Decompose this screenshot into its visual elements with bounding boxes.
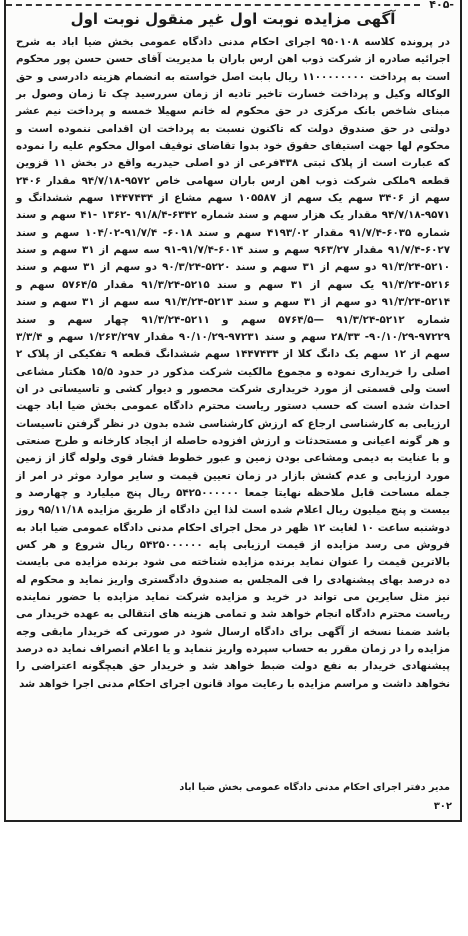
top-dashed-rule: [6, 4, 420, 6]
page-number-bottom: ۳۰۲: [433, 801, 452, 812]
newspaper-clipping: [4, 0, 462, 822]
notice-body: در پرونده کلاسه ۹۵۰۱۰۸ اجرای احکام مدنی دادگاه عمومی بخش ضیا اباد به شرح اجرائیه صادره از شرکت ذوب اهن ارس باران با مدیریت آقای حسن حسن پور محکوم است به پرداخت ۱۱۰۰۰۰۰۰۰۰ ریال بابت اصل خواسته به انضمام هزینه دادرسی و حق الوکاله وکیل و پرداخت خسارت تاخیر تادیه از زمان سررسید چک تا زمان وصول بر مبنای شاخص بانک مرکزی در حق محکوم له خانم سهیلا خمسه و پرداخت نیم عشر دولتی در حق صندوق دولت که تاکنون نسبت به پرداخت ان اقدامی ننموده است و محکوم لها جهت استیفای حقوق خود بدوا تقاضای توقیف اموال محکوم علیه را نموده که عبارت است از پلاک ثبتی ۴۳۸فرعی از دو اصلی حیدریه واقع در بخش ۱۱ قزوین قطعه ۹ملکی شرکت ذوب اهن ارس باران سهامی خاص ۹۵۷۲-۹۴/۷/۱۸ مقدار ۲۴۰۶ سهم از ۳۴۰۶ سهم یک سهم از ۱۰۵۵۸۷ سهم مشاع از ۱۴۴۷۴۳۴ سهم ششدانگ و ۹۵۷۱-۹۴/۷/۱۸ مقدار یک هزار سهم و سند شماره ۶۳۴۲-۹۱/۸/۴ -۱۳۶۲ -۴۱ سهم و سند شماره ۶۰۳۵-۹۱/۷/۴ مقدار ۴۱۹۳/۰۲ سهم و سند ۶۰۱۸- ۹۱/۷/۴-۱۰۴/۰۲ سهم و سند ۶۰۲۷-۹۱/۷/۴ مقدار ۹۶۳/۲۷ سهم و سند ۶۰۱۴-۹۱/۷/۴-۹۱ سه سهم از ۳۱ سهم و سند ۵۲۱۰-۹۱/۳/۲۴ دو سهم از ۳۱ سهم و سند ۵۲۲۰-۹۰/۳/۲۴ دو سهم از ۳۱ سهم و سند ۵۲۱۶-۹۱/۳/۲۴ یک سهم از ۳۱ سهم و سند ۵۲۱۵-۹۱/۳/۲۴ مقدار ۵۷۶۴/۵ سهم و ۵۲۱۴-۹۱/۳/۲۴ دو سهم از ۳۱ سهم و سند ۵۲۱۳-۹۱/۳/۲۴ سه سهم از ۳۱ سهم و سند شماره ۵۲۱۲-۹۱/۳/۲۴ —۵۷۶۴/۵ سهم و ۵۲۱۱-۹۱/۳/۲۴ چهار سهم و سند ۹۷۲۲۹-۹۰/۱۰/۲۹- ۲۸/۳۳ سهم و سند ۹۷۲۳۱-۹۰/۱۰/۲۹ مقدار ۱/۲۶۳/۲۹۷ سهم و ۳/۳/۴ سهم از ۱۲ سهم یک دانگ کلا از ۱۴۴۷۴۳۴ سهم ششدانگ قطعه ۹ تفکیکی از پلاک ۲ اصلی را خریداری نموده و مجموع مالکیت شرکت مذکور در حدود ۱۵/۵ هکتار مشاعی است ولی قسمتی از مورد خریداری شرکت محصور و دیوار کشی و تاسیساتی در ان احداث شده است که حسب دستور ریاست محترم دادگاه عمومی بخش ضیا اباد جهت ارزیابی به کارشناسی ارجاع که ارزش کارشناسی شده بدون در نظر گرفتن تاسیسات و هر گونه اعیانی و مستحدثات و ارزش افزوده حاصله از ایجاد کارخانه و طرح صنعتی و با عنایت به دیمی ومشاعی بودن زمین و عبور خطوط فشار قوی ولوله گاز از زمین مورد ارزیابی و عدم کشش بازار در زمان تعیین قیمت و سایر موارد موثر در امر از جمله مساحت قابل ملاحظه نهایتا جمعا ۵۴۲۵۰۰۰۰۰۰ ریال پنج میلیارد و چهارصد و بیست و پنج میلیون ریال اعلام شده است لذا این دادگاه از طریق مزایده ۹۵/۱۱/۱۸ روز دوشنبه ساعت ۱۰ لغایت ۱۲ ظهر در محل اجرای احکام مدنی دادگاه عمومی ضیا اباد به فروش می رسد مزایده از قیمت ارزیابی پایه ۵۴۲۵۰۰۰۰۰۰ ریال شروع و هر کس بالاترین قیمت را عنوان نماید برنده مزایده شناخته می شود برنده مزایده می بایست ده درصد بهای پیشنهادی را فی المجلس به صندوق دادگستری واریز نماید و محکوم له نیز مثل سایرین می تواند در خرید و مزایده شرکت نماید مزایده با حضور نماینده ریاست محترم دادگاه انجام خواهد شد و تمامی هزینه های انتقالی به عهده خریدار می باشد ضمنا نسخه از آگهی برای دادگاه ارسال شود در صورتی که خریدار مابقی وجه مزایده را در زمان مقرر به حساب سپرده واریز ننماید و یا اعلام انصراف نماید ده درصد پیشنهادی خریدار به نفع دولت ضبط خواهد شد و خریدار حق هیچگونه اعتراضی را نخواهد داشت و مراسم مزایده با رعایت مواد قانون اجرای احکام مدنی اجرا خواهد شد: [16, 36, 451, 690]
notice-signature: مدیر دفتر اجرای احکام مدنی دادگاه عمومی بخش ضیا اباد: [179, 782, 450, 793]
page-number-top: ۴۰۵-: [429, 0, 454, 11]
notice-title: آگهی مزایده نوبت اول غیر منقول نوبت اول: [70, 10, 396, 28]
